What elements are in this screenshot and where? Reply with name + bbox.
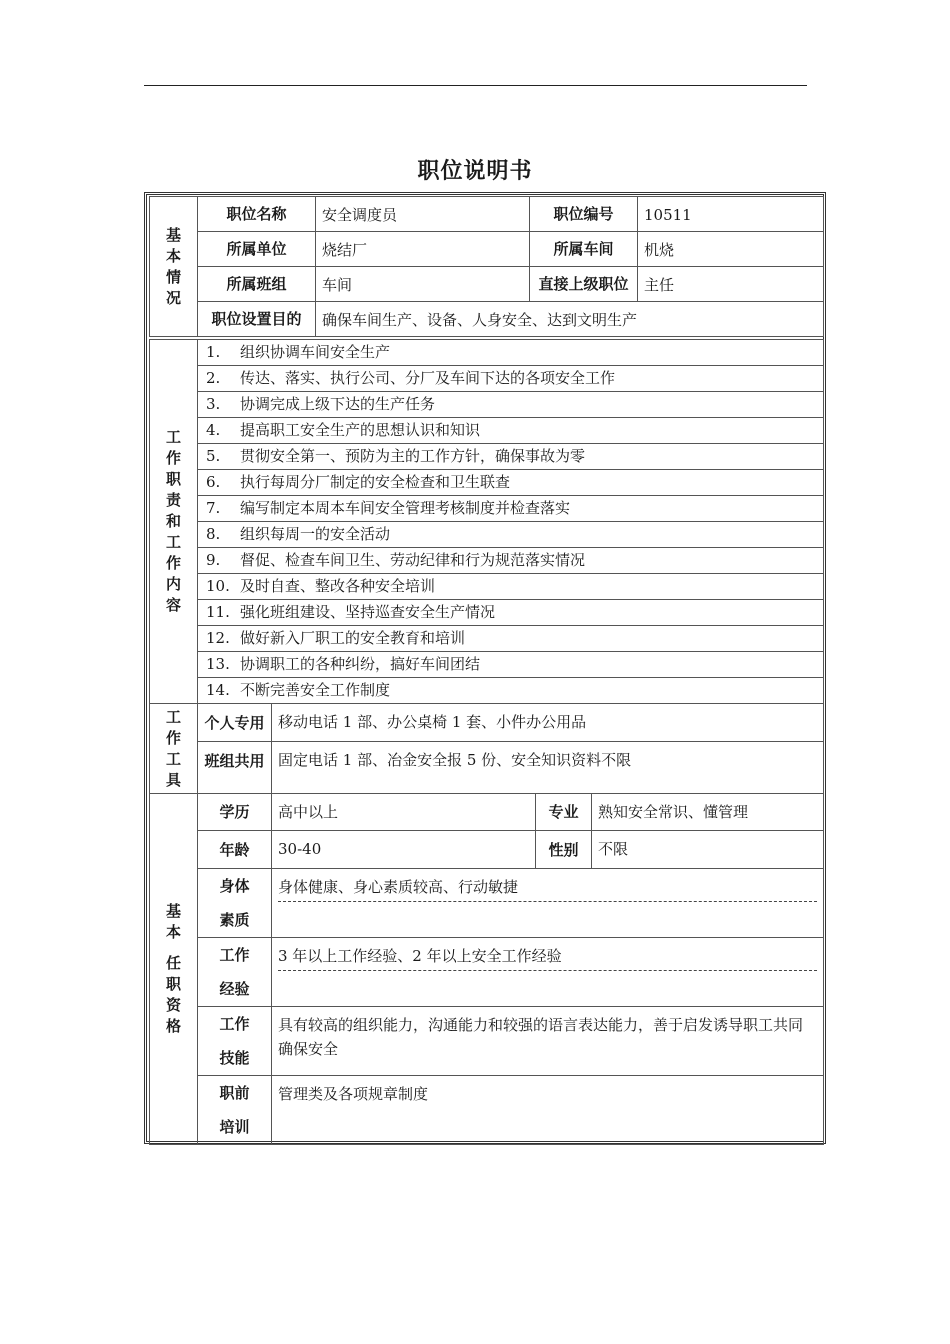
duties-table (149, 339, 824, 704)
duty-item: 3. 协调完成上级下达的生产任务 (198, 392, 824, 418)
gender-label: 性别 (536, 831, 592, 869)
purpose-label: 职位设置目的 (198, 302, 316, 337)
team-label: 所属班组 (198, 267, 316, 302)
header-rule (144, 85, 807, 86)
dashed-divider (278, 970, 817, 971)
skills-value: 具有较高的组织能力，沟通能力和较强的语言表达能力，善于启发诱导职工共同确保安全 (272, 1007, 824, 1076)
unit-value: 烧结厂 (316, 232, 530, 267)
dashed-divider (278, 901, 817, 902)
personal-tools-value: 移动电话 1 部、办公桌椅 1 套、小件办公用品 (272, 704, 824, 742)
position-code-value: 10511 (638, 197, 824, 232)
major-value: 熟知安全常识、懂管理 (592, 794, 824, 831)
unit-label: 所属单位 (198, 232, 316, 267)
supervisor-label: 直接上级职位 (530, 267, 638, 302)
section-label-duties: 工 作 职 责 和 工 作 内 容 (150, 340, 198, 704)
gender-value: 不限 (592, 831, 824, 869)
duty-item: 5. 贯彻安全第一、预防为主的工作方针，确保事故为零 (198, 444, 824, 470)
purpose-value: 确保车间生产、设备、人身安全、达到文明生产 (316, 302, 824, 337)
duty-item: 7. 编写制定本周本车间安全管理考核制度并检查落实 (198, 496, 824, 522)
section-label-tools: 工 作 工 具 (150, 704, 198, 794)
physical-label: 身体 素质 (198, 869, 272, 938)
section-label-basic-info: 基 本 情 况 (150, 197, 198, 337)
shared-tools-label: 班组共用 (198, 742, 272, 794)
duty-item: 9. 督促、检查车间卫生、劳动纪律和行为规范落实情况 (198, 548, 824, 574)
experience-label: 工作 经验 (198, 938, 272, 1007)
duty-item: 4. 提高职工安全生产的思想认识和知识 (198, 418, 824, 444)
workshop-label: 所属车间 (530, 232, 638, 267)
page-title: 职位说明书 (417, 159, 533, 184)
position-name-value: 安全调度员 (316, 197, 530, 232)
experience-value: 3 年以上工作经验、2 年以上安全工作经验 (272, 938, 824, 1007)
age-value: 30-40 (272, 831, 536, 869)
tools-table (149, 703, 824, 794)
duty-item: 12. 做好新入厂职工的安全教育和培训 (198, 626, 824, 652)
personal-tools-label: 个人专用 (198, 704, 272, 742)
shared-tools-value: 固定电话 1 部、冶金安全报 5 份、安全知识资料不限 (272, 742, 824, 794)
education-value: 高中以上 (272, 794, 536, 831)
age-label: 年龄 (198, 831, 272, 869)
team-value: 车间 (316, 267, 530, 302)
education-label: 学历 (198, 794, 272, 831)
duty-item: 2. 传达、落实、执行公司、分厂及车间下达的各项安全工作 (198, 366, 824, 392)
basic-info-table (149, 196, 824, 337)
duty-item: 6. 执行每周分厂制定的安全检查和卫生联查 (198, 470, 824, 496)
qualifications-table (149, 793, 824, 1145)
duty-item: 13. 协调职工的各种纠纷，搞好车间团结 (198, 652, 824, 678)
duty-item: 1. 组织协调车间安全生产 (198, 340, 824, 366)
duty-item: 8. 组织每周一的安全活动 (198, 522, 824, 548)
duty-item: 14. 不断完善安全工作制度 (198, 678, 824, 704)
duty-item: 11. 强化班组建设、坚持巡查安全生产情况 (198, 600, 824, 626)
physical-value: 身体健康、身心素质较高、行动敏捷 (272, 869, 824, 938)
position-code-label: 职位编号 (530, 197, 638, 232)
training-value: 管理类及各项规章制度 (272, 1076, 824, 1145)
workshop-value: 机烧 (638, 232, 824, 267)
section-label-qualifications: 基 本 任 职 资 格 (150, 794, 198, 1145)
training-label: 职前 培训 (198, 1076, 272, 1145)
position-name-label: 职位名称 (198, 197, 316, 232)
skills-label: 工作 技能 (198, 1007, 272, 1076)
major-label: 专业 (536, 794, 592, 831)
duty-item: 10. 及时自查、整改各种安全培训 (198, 574, 824, 600)
supervisor-value: 主任 (638, 267, 824, 302)
